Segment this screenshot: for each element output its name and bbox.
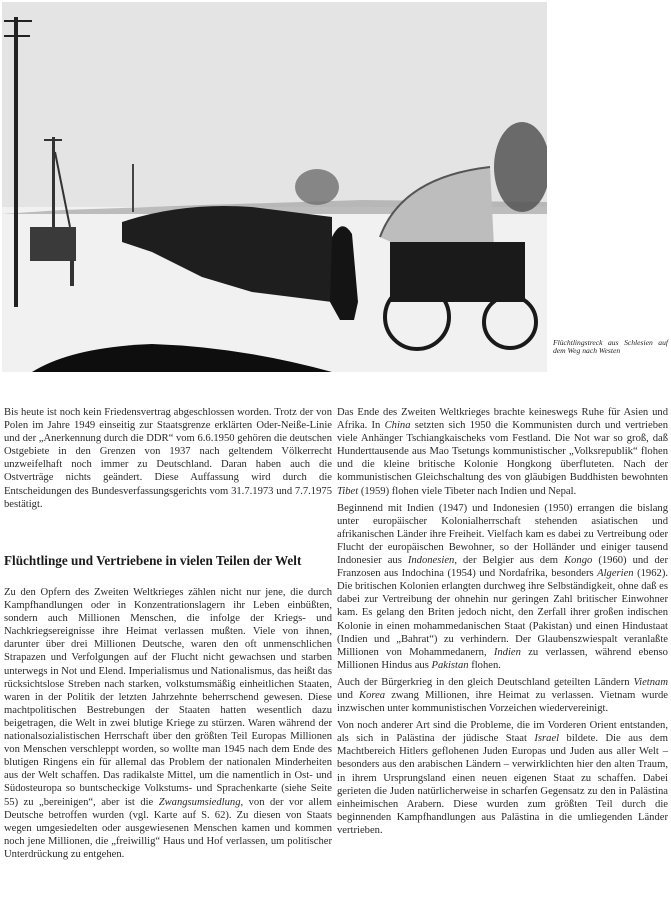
text-segment: Auch der Bürgerkrieg in den gleich Deutschland geteilten Ländern bbox=[337, 676, 634, 688]
paragraph-civil-war bbox=[337, 676, 668, 715]
intro-paragraph: Bis heute ist noch kein Friedensvertrag abgeschlossen worden. Trotz der von Polen im Jahre 1949 einseitig zur Staatsgrenze erklärten Oder-Neiße-Linie und der „Anerkennung durch die DDR“ vom 6.6.1950 gehören die deutschen Ostgebiete in den Grenzen von 1937 nach geltendem Völkerrecht unzweifelhaft noch immer zu Deutschland. Daran haben auch die Ostverträge nichts geändert. Diese Auffassung wird durch die Entscheidungen des Bundesverfassungsgerichts vom 31.7.1973 und 7.7.1975 bestätigt. bbox=[4, 407, 332, 510]
paragraph-middle-east bbox=[337, 719, 668, 837]
text-segment: (1959) flohen viele Tibeter nach Indien und Nepal. bbox=[358, 485, 577, 497]
section-column bbox=[4, 586, 332, 865]
text-segment: Beginnend mit Indien (1947) und Indonesien (1950) errangen die bislang unter europäischer Kolonialherrschaft stehenden asiatischen und afrikanischen Länder ihre Freiheit. Vielfach kam es dabei zu Vertreibung oder Flucht der europäischen Bewohner, so der Holländer und einiger tausend Indonesier aus bbox=[337, 502, 668, 567]
section-heading: Flüchtlinge und Vertriebene in vielen Teilen der Welt bbox=[4, 553, 302, 568]
text-segment: und bbox=[337, 689, 360, 701]
section-paragraph bbox=[4, 586, 332, 861]
emphasis-term: Algerien bbox=[597, 568, 634, 580]
emphasis-term: China bbox=[384, 420, 411, 432]
right-column bbox=[337, 406, 668, 841]
emphasis-term: Indien bbox=[493, 646, 521, 658]
photo-illustration bbox=[2, 2, 547, 372]
emphasis-term: Korea bbox=[359, 689, 386, 701]
text-segment: zu verlassen, während ebenso Millionen Hindus aus bbox=[337, 646, 668, 671]
paragraph-decolonization bbox=[337, 502, 668, 672]
paragraph-asia-africa bbox=[337, 406, 668, 498]
text-segment: Zu den Opfern des Zweiten Weltkrieges zählen nicht nur jene, die durch Kampfhandlungen oder in Konzentrationslagern ihr Leben einbüßten, sondern auch Millionen Menschen, die infolge der Kriegs- und Nachkriegsereignisse ihre Heimat verlassen mußten. Viele von ihnen, darunter über drei Millionen Deutsche, waren den oft unmenschlichen Strapazen und Verfolgungen auf der Flucht nicht gewachsen und starben unterwegs in Not und Elend. Imperialismus und Nationalismus, das heißt das rücksichtslose Streben nach starken, volkstumsmäßig einheitlichen Staaten, waren in der Politik der letzten Jahrzehnte beherrschend gewesen. Diese machtpolitischen Bestrebungen der Staaten hatten wesentlich dazu beigetragen, die Welt in zwei blutige Kriege zu stürzen. Waren während der nationalsozialistischen Herrschaft über den größten Teil Europas Millionen von Menschen verschleppt worden, so wollte man 1945 nach dem Ende des blutigen Ringens ein für allemal das Problem der nationalen Minderheiten aus der Welt schaffen. Das radikalste Mittel, um die namentlich in Ost- und Südosteuropa so buntscheckige Volkstums- und Sprachenkarte (siehe Seite 55) zu „bereinigen“, aber ist die bbox=[4, 587, 332, 808]
text-segment: (1962). Die britischen Kolonien erlangten durchweg ihre Selbständigkeit, ohne daß es dabei zur Vertreibung der ohnehin nur geringen Zahl britischer Einwohner kam. Es gelang den Briten jedoch nicht, den Zerfall ihrer großen indischen Kolonie in einen mohammedanischen Staat (Pakistan) und einen Hindustaat (Indien und „Bahrat“) zu verhindern. Der Glaubenszwiespalt veranlaßte Millionen von Mohammedanern, bbox=[337, 568, 668, 658]
text-segment: , der Belgier aus dem bbox=[454, 555, 565, 567]
text-segment: (1960) und der Franzosen aus Indochina (1954) und Nordafrika, besonders bbox=[337, 555, 668, 580]
emphasis-term: Vietnam bbox=[633, 676, 668, 688]
text-segment: flohen. bbox=[468, 659, 501, 671]
text-segment: bildete. Die aus dem Machtbereich Hitlers geflohenen Juden Europas und Juden aus aller Welt – besonders aus den arabischen Ländern – verwirklichten hier den alten Traum, in ihrem Ursprungsland einen neuen eigenen Staat zu schaffen. Dabei gerieten die Juden natürlicherweise in scharfen Gegensatz zu den in Palästina einheimischen Arabern. Diese wurden zum größten Teil durch die beginnenden Kampfhandlungen aus Palästina in die umliegenden Länder vertrieben. bbox=[337, 733, 668, 836]
photo-caption: Flüchtlingstreck aus Schlesien auf dem Weg nach Westen bbox=[553, 338, 668, 356]
emphasis-term: Indonesien bbox=[407, 555, 455, 567]
emphasis-term: Israel bbox=[534, 733, 560, 745]
text-segment: Das Ende des Zweiten Weltkrieges brachte keineswegs Ruhe für Asien und Afrika. In bbox=[337, 407, 668, 432]
refugee-trek-photo bbox=[2, 2, 547, 372]
emphasis-term: Tibet bbox=[337, 485, 359, 497]
intro-column bbox=[4, 406, 332, 515]
text-segment: setzten sich 1950 die Kommunisten durch und vertrieben viele Anhänger Tschiangkaischeks vom Festland. Die Not war so groß, daß Hunderttausende aus Mao Tsetungs kommunistischer „Volksrepublik“ flohen und die kleine britische Kolonie Hongkong überfluteten. Nach der kommunistischen Gleichschaltung des von gläubigen Buddhisten bewohnten bbox=[337, 420, 669, 484]
emphasis-term: Zwangsumsiedlung bbox=[158, 796, 241, 808]
emphasis-term: Kongo bbox=[564, 555, 593, 567]
text-segment: Von noch anderer Art sind die Probleme, die im Vorderen Orient entstanden, als sich in Palästina der jüdische Staat bbox=[337, 720, 668, 745]
emphasis-term: Pakistan bbox=[431, 659, 469, 671]
text-segment: , von der vor allem Deutsche betroffen wurden (vgl. Karte auf S. 62). Zu diesen von Staats wegen umgesiedelten oder ausgewiesenen Menschen kamen und kommen noch jene Millionen, die „freiwillig“ Haus und Hof verlassen, um politischer Unterdrückung zu entgehen. bbox=[4, 796, 333, 860]
text-segment: zwang Millionen, ihre Heimat zu verlassen. Vietnam wurde inzwischen unter kommunistischen Vorzeichen wiedervereinigt. bbox=[337, 689, 668, 715]
